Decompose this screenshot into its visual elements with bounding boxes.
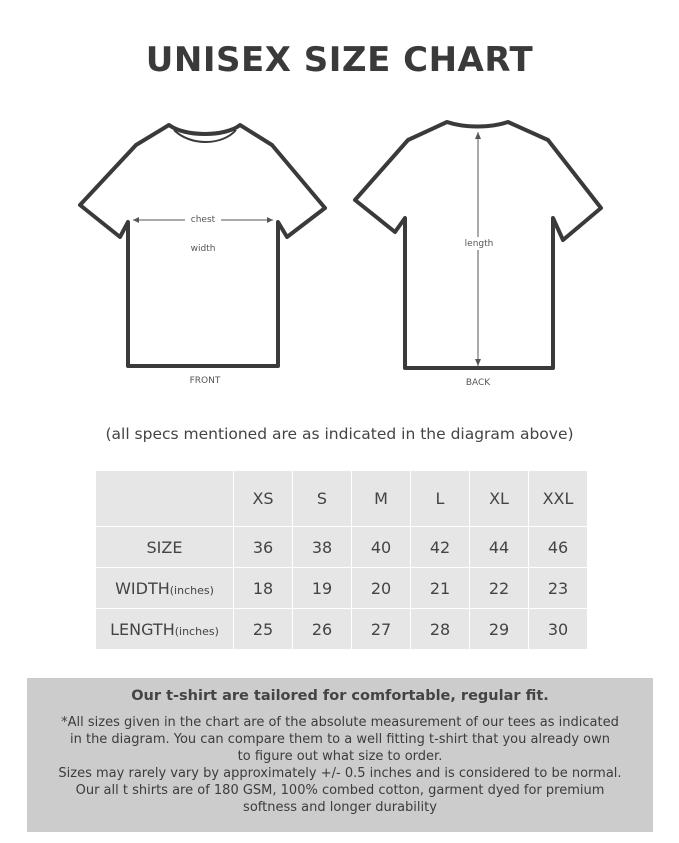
notes-line: softness and longer durability (243, 800, 437, 815)
fit-notes-panel (27, 678, 653, 832)
table-cell: 21 (411, 568, 470, 609)
notes-line: Our all t shirts are of 180 GSM, 100% combed cotton, garment dyed for premium (75, 783, 605, 798)
row-label-text: SIZE (146, 537, 183, 557)
table-cell: 30 (529, 609, 588, 650)
column-header: M (352, 471, 411, 527)
width-label: width (190, 244, 216, 254)
row-label-unit: (inches) (169, 583, 214, 597)
notes-line: *All sizes given in the chart are of the absolute measurement of our tees as indicated (61, 715, 619, 730)
row-label-unit: (inches) (174, 624, 219, 638)
corner-cell (96, 471, 234, 527)
table-cell: 44 (470, 527, 529, 568)
table-cell: 29 (470, 609, 529, 650)
table-cell: 23 (529, 568, 588, 609)
notes-line: in the diagram. You can compare them to a well fitting t-shirt that you already own (69, 732, 611, 747)
row-label-length (96, 609, 234, 650)
notes-headline: Our t-shirt are tailored for comfortable, regular fit. (131, 688, 549, 704)
row-label-text: WIDTH (115, 578, 170, 598)
table-cell: 40 (352, 527, 411, 568)
size-table (95, 470, 588, 650)
table-cell: 27 (352, 609, 411, 650)
table-row (96, 568, 588, 609)
table-cell: 19 (293, 568, 352, 609)
column-header: S (293, 471, 352, 527)
column-header: XS (234, 471, 293, 527)
table-row (96, 527, 588, 568)
table-cell: 25 (234, 609, 293, 650)
row-label-text: LENGTH (110, 619, 175, 639)
table-row (96, 609, 588, 650)
column-header: XL (470, 471, 529, 527)
table-cell: 42 (411, 527, 470, 568)
notes-line: Sizes may rarely vary by approximately +/- 0.5 inches and is considered to be normal. (58, 766, 622, 781)
row-label-size (96, 527, 234, 568)
length-label: length (464, 239, 494, 249)
front-label: FRONT (189, 376, 221, 386)
tshirt-diagram (0, 110, 679, 400)
table-cell: 36 (234, 527, 293, 568)
table-cell: 22 (470, 568, 529, 609)
table-cell: 38 (293, 527, 352, 568)
specs-caption: (all specs mentioned are as indicated in the diagram above) (105, 425, 574, 443)
table-cell: 18 (234, 568, 293, 609)
chest-label: chest (190, 215, 216, 225)
column-header: XXL (529, 471, 588, 527)
table-cell: 26 (293, 609, 352, 650)
notes-body (27, 714, 653, 816)
table-cell: 46 (529, 527, 588, 568)
page-title: UNISEX SIZE CHART (145, 40, 534, 80)
column-header: L (411, 471, 470, 527)
table-cell: 28 (411, 609, 470, 650)
row-label-width (96, 568, 234, 609)
table-cell: 20 (352, 568, 411, 609)
back-label: BACK (465, 378, 491, 388)
notes-line: to figure out what size to order. (237, 749, 443, 764)
size-table-header-row (96, 471, 588, 527)
